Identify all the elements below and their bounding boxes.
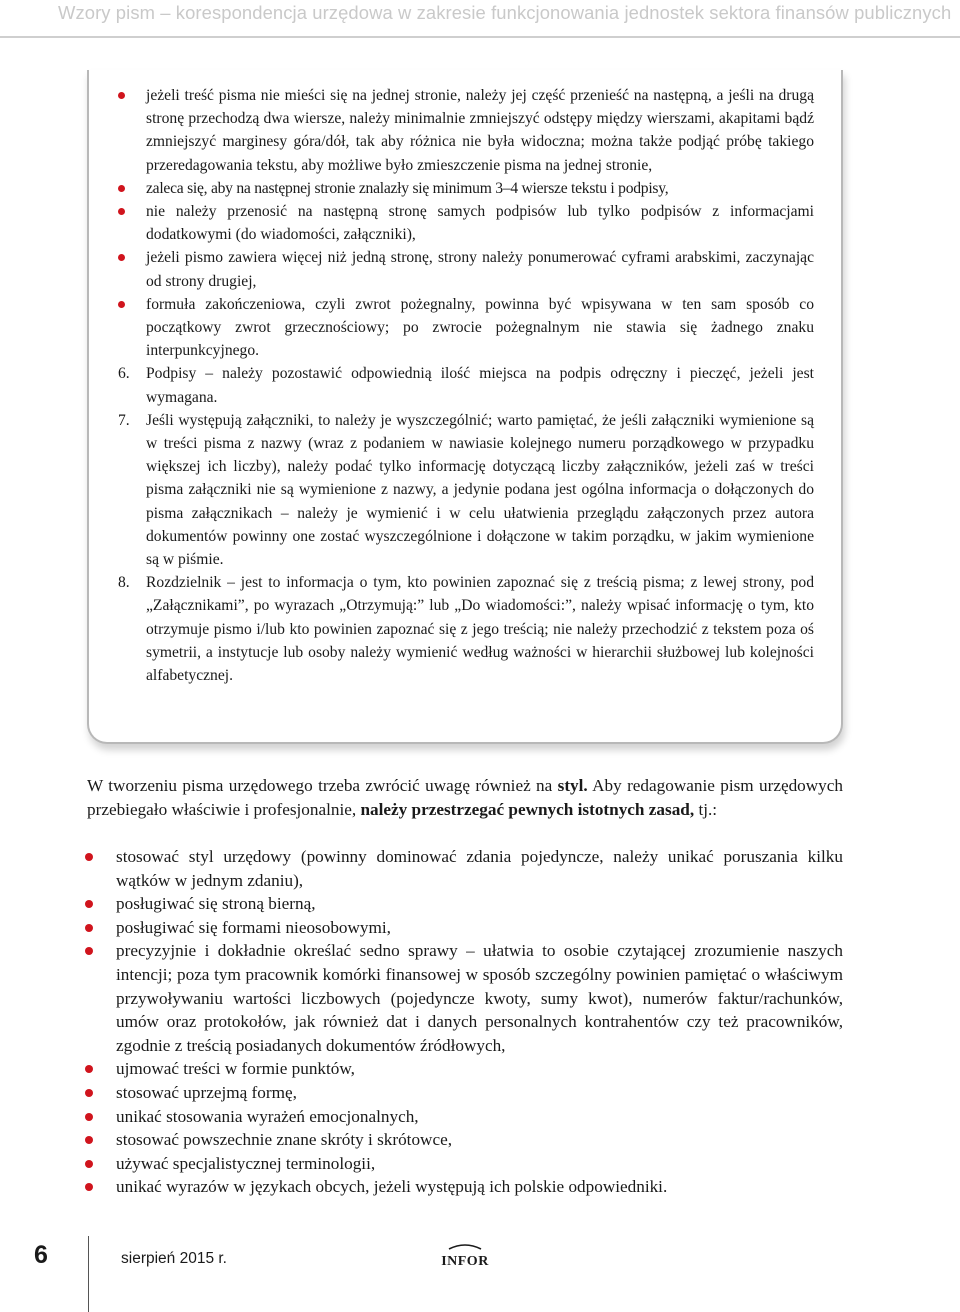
box-bullet-item	[146, 84, 814, 177]
logo-text: INFOR	[441, 1254, 489, 1269]
intro-text: W tworzeniu pisma urzędowego trzeba zwrócić uwagę również na	[87, 776, 558, 795]
red-bullet-icon	[85, 1160, 93, 1168]
list-item-text: unikać stosowania wyrażeń emocjonalnych,	[116, 1106, 419, 1126]
box-bullet-text: jeżeli treść pisma nie mieści się na jednej stronie, należy jej część przenieść na następną, a jeśli na drugą stronę przechodzą dwa wiersze, należy minimalnie zmniejszyć odstępy między wierszami, akapitami bądź zmniejszyć marginesy góra/dół, tak aby różnica nie była widoczna; można także podjąć próbę takiego przeredagowania tekstu, aby możliwe było zmieszczenie pisma na jednej stronie,	[146, 87, 814, 174]
style-rules-list	[116, 845, 843, 1199]
numbered-item	[118, 409, 814, 571]
red-bullet-icon	[85, 900, 93, 908]
red-bullet-icon	[85, 1065, 93, 1073]
box-bullet-item	[146, 246, 814, 292]
list-item-text: używać specjalistycznej terminologii,	[116, 1153, 376, 1173]
item-text: Rozdzielnik – jest to informacja o tym, kto powinien zapoznać się z treścią pisma; z lewej strony, pod „Załącznikami”, po wyrazach „Otrzymują:” lub „Do wiadomości:”, należy wpisać informację o tym, kto otrzymuje pismo i/lub kto powinien zapoznać się z jego treścią; nie należy przechodzić z tekstem poza oś symetrii, a instytucje lub osoby należy wymienić według ważności w hierarchii służbowej lub kolejności alfabetycznej.	[146, 574, 814, 685]
list-item	[116, 1105, 843, 1129]
intro-paragraph	[87, 774, 843, 821]
running-header-title: Wzory pism – korespondencja urzędowa w zakresie funkcjonowania jednostek sektora finansów publicznych	[58, 2, 952, 23]
box-bullet-item	[146, 200, 814, 246]
footer-divider	[88, 1236, 89, 1312]
list-item-text: posługiwać się formami nieosobowymi,	[116, 917, 391, 937]
intro-text: Aby redagowanie pism urzędowych przebiegało właściwie i profesjonalnie,	[87, 776, 843, 819]
issue-date: sierpień 2015 r.	[121, 1250, 227, 1267]
item-number: 8.	[118, 574, 130, 592]
list-item	[116, 1057, 843, 1081]
running-header	[0, 0, 960, 36]
item-number: 6.	[118, 365, 130, 383]
list-item-text: stosować powszechnie znane skróty i skrótowce,	[116, 1130, 453, 1150]
red-bullet-icon	[85, 1183, 93, 1191]
list-item	[116, 1175, 843, 1199]
red-bullet-icon	[85, 1136, 93, 1144]
item-text: Podpisy – należy pozostawić odpowiednią ilość miejsca na podpis odręczny i pieczęć, jeżeli jest wymagana.	[146, 365, 814, 406]
box-bullet-text: formuła zakończeniowa, czyli zwrot pożegnalny, powinna być wpisywana w ten sam sposób co początkowy zwrot grzecznościowy; po zwrocie pożegnalnym nie stawia się żadnego znaku interpunkcyjnego.	[146, 295, 814, 360]
list-item	[116, 1081, 843, 1105]
red-bullet-icon	[118, 208, 125, 215]
red-bullet-icon	[118, 92, 125, 99]
red-bullet-icon	[85, 1089, 93, 1097]
box-bullet-item	[146, 177, 814, 200]
list-item	[116, 845, 843, 892]
red-bullet-icon	[85, 1113, 93, 1121]
list-item	[116, 1152, 843, 1176]
red-bullet-icon	[85, 924, 93, 932]
infor-logo	[435, 1240, 495, 1270]
box-bullet-item	[146, 293, 814, 363]
header-divider	[0, 36, 960, 38]
item-number: 7.	[118, 411, 130, 429]
list-item-text: stosować uprzejmą formę,	[116, 1082, 297, 1102]
list-item	[116, 1128, 843, 1152]
red-bullet-icon	[85, 853, 93, 861]
list-item-text: unikać wyrazów w językach obcych, jeżeli występują ich polskie odpowiedniki.	[116, 1177, 668, 1197]
numbered-item	[118, 571, 814, 687]
red-bullet-icon	[85, 947, 93, 955]
box-bullet-text: nie należy przenosić na następną stronę samych podpisów lub tylko podpisów z informacjami dodatkowymi (do wiadomości, załączniki),	[146, 203, 814, 244]
info-box-content	[118, 84, 814, 687]
item-text: Jeśli występują załączniki, to należy je wyszczególnić; warto pamiętać, że jeśli załączniki wymienione są w treści pisma z nazwy (wraz z podaniem w nawiasie kolejnego numeru porządkowego w przypadku większej ich liczby), należy podać tylko informację dotyczącą liczby załączników, jeżeli zaś w treści pisma załączniki nie są wymienione z nazwy, a jedynie podana jest ogólna informacja o dołączonych do pisma załącznikach – należy je wymienić i w celu ułatwienia przeglądu załączonych przez autora dokumentów powinny one zostać wyszczególnione i dołączone w takim porządku, w jakim wymienione są w piśmie.	[146, 411, 814, 569]
numbered-item	[118, 362, 814, 408]
box-bullet-text: jeżeli pismo zawiera więcej niż jedną stronę, strony należy ponumerować cyframi arabskimi, zaczynając od strony drugiej,	[146, 249, 814, 290]
list-item-text: posługiwać się stroną bierną,	[116, 894, 316, 914]
box-bullet-text: zaleca się, aby na następnej stronie znalazły się minimum 3–4 wiersze tekstu i podpisy,	[146, 179, 669, 197]
intro-text: tj.:	[694, 799, 718, 819]
list-item-text: stosować styl urzędowy (powinny dominować zdania pojedyncze, należy unikać poruszania kilku wątków w jednym zdaniu),	[116, 847, 843, 890]
intro-bold-style: styl.	[557, 776, 588, 795]
red-bullet-icon	[118, 185, 125, 192]
list-item	[116, 916, 843, 940]
page-number: 6	[34, 1241, 48, 1269]
list-item-text: precyzyjnie i dokładnie określać sedno sprawy – ułatwia to osobie czytającej zrozumienie naszych intencji; poza tym pracownik komórki finansowej w sposób szczególny powinien pamiętać o właściwym przywoływaniu wartości liczbowych (pojedyncze kwoty, sumy kwot), numerów faktur/rachunków, umów oraz protokołów, jak również dat i danych personalnych kontrahentów czy też pracowników, zgodnie z treścią posiadanych dokumentów źródłowych,	[116, 941, 843, 1055]
list-item-text: ujmować treści w formie punktów,	[116, 1059, 355, 1079]
list-item	[116, 892, 843, 916]
list-item	[116, 939, 843, 1057]
intro-bold-rules: należy przestrzegać pewnych istotnych zasad,	[360, 799, 695, 819]
red-bullet-icon	[118, 301, 125, 308]
logo-arc	[449, 1245, 481, 1249]
